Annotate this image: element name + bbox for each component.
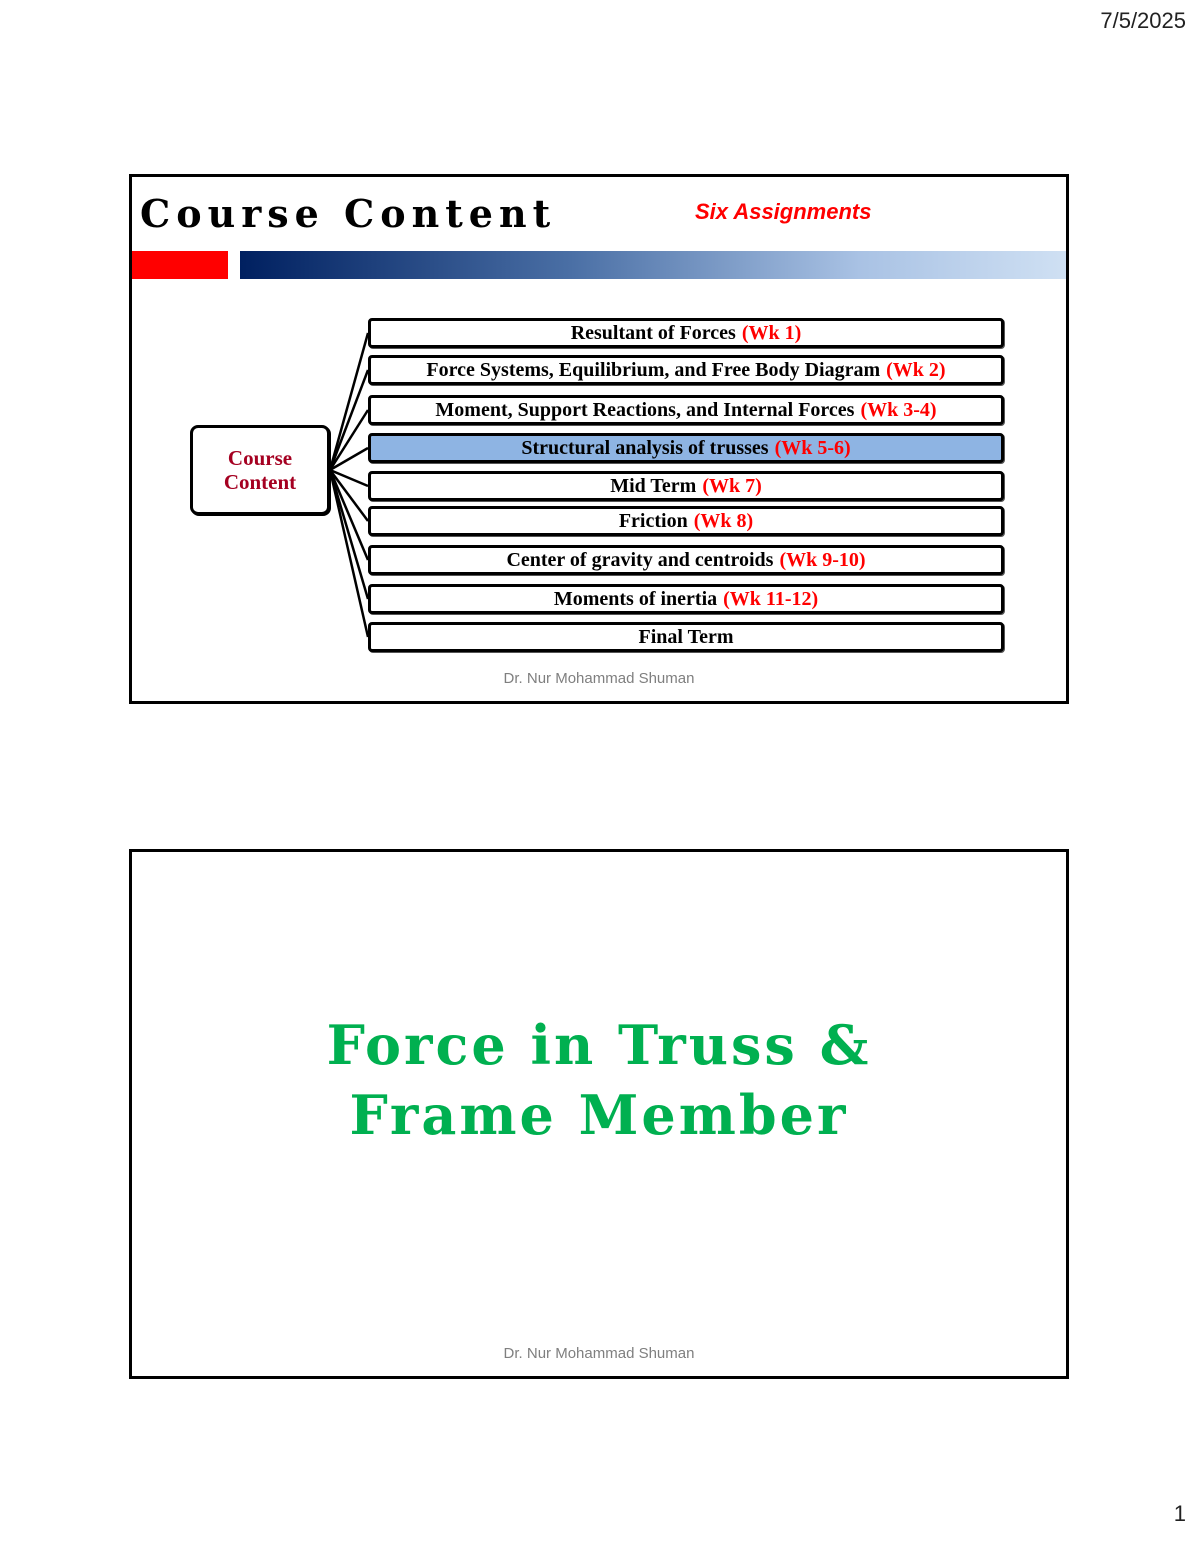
slide-section-title — [129, 849, 1069, 1379]
topic-label: Moment, Support Reactions, and Internal Forces — [435, 398, 855, 421]
topic-label: Mid Term — [610, 474, 697, 497]
topic-week: (Wk 2) — [886, 358, 946, 381]
topic-label: Structural analysis of trusses — [521, 436, 769, 459]
slide-footer-author: Dr. Nur Mohammad Shuman — [503, 1345, 695, 1362]
topic-week: (Wk 1) — [741, 321, 802, 344]
page-number: 1 — [1173, 1501, 1186, 1526]
topic-item — [368, 622, 1004, 652]
section-title-line-2: Frame Member — [349, 1083, 849, 1147]
topic-label: Center of gravity and centroids — [506, 548, 774, 571]
topic-week: (Wk 7) — [702, 474, 762, 497]
topic-label: Force Systems, Equilibrium, and Free Body Diagram — [426, 358, 881, 381]
course-content-hub — [190, 425, 330, 515]
section-title — [132, 1010, 1066, 1150]
topic-item — [368, 355, 1004, 385]
topic-item — [368, 433, 1004, 463]
assignments-note: Six Assignments — [695, 199, 872, 224]
topic-item — [368, 318, 1004, 348]
topic-item — [368, 471, 1004, 501]
connector-line — [330, 470, 368, 599]
topic-item — [368, 395, 1004, 425]
section-title-line-1: Force in Truss & — [326, 1013, 872, 1077]
page-date: 7/5/2025 — [1100, 8, 1186, 33]
topic-week: (Wk 11-12) — [723, 587, 819, 610]
topic-item — [368, 584, 1004, 614]
topic-week: (Wk 5-6) — [774, 436, 851, 459]
topic-label: Resultant of Forces — [570, 321, 736, 344]
topic-label: Final Term — [638, 625, 734, 648]
slide-title: Course Content — [140, 191, 557, 236]
connector-line — [330, 333, 368, 470]
topic-item — [368, 545, 1004, 575]
topic-label: Friction — [618, 509, 688, 532]
topic-label: Moments of inertia — [553, 587, 718, 610]
topic-week: (Wk 9-10) — [779, 548, 866, 571]
topic-week: (Wk 8) — [693, 509, 754, 532]
slide-course-content — [129, 174, 1069, 704]
topic-week: (Wk 3-4) — [860, 398, 937, 421]
slide-footer-author: Dr. Nur Mohammad Shuman — [503, 670, 695, 687]
topic-item — [368, 506, 1004, 536]
hub-label: Course Content — [223, 446, 297, 494]
